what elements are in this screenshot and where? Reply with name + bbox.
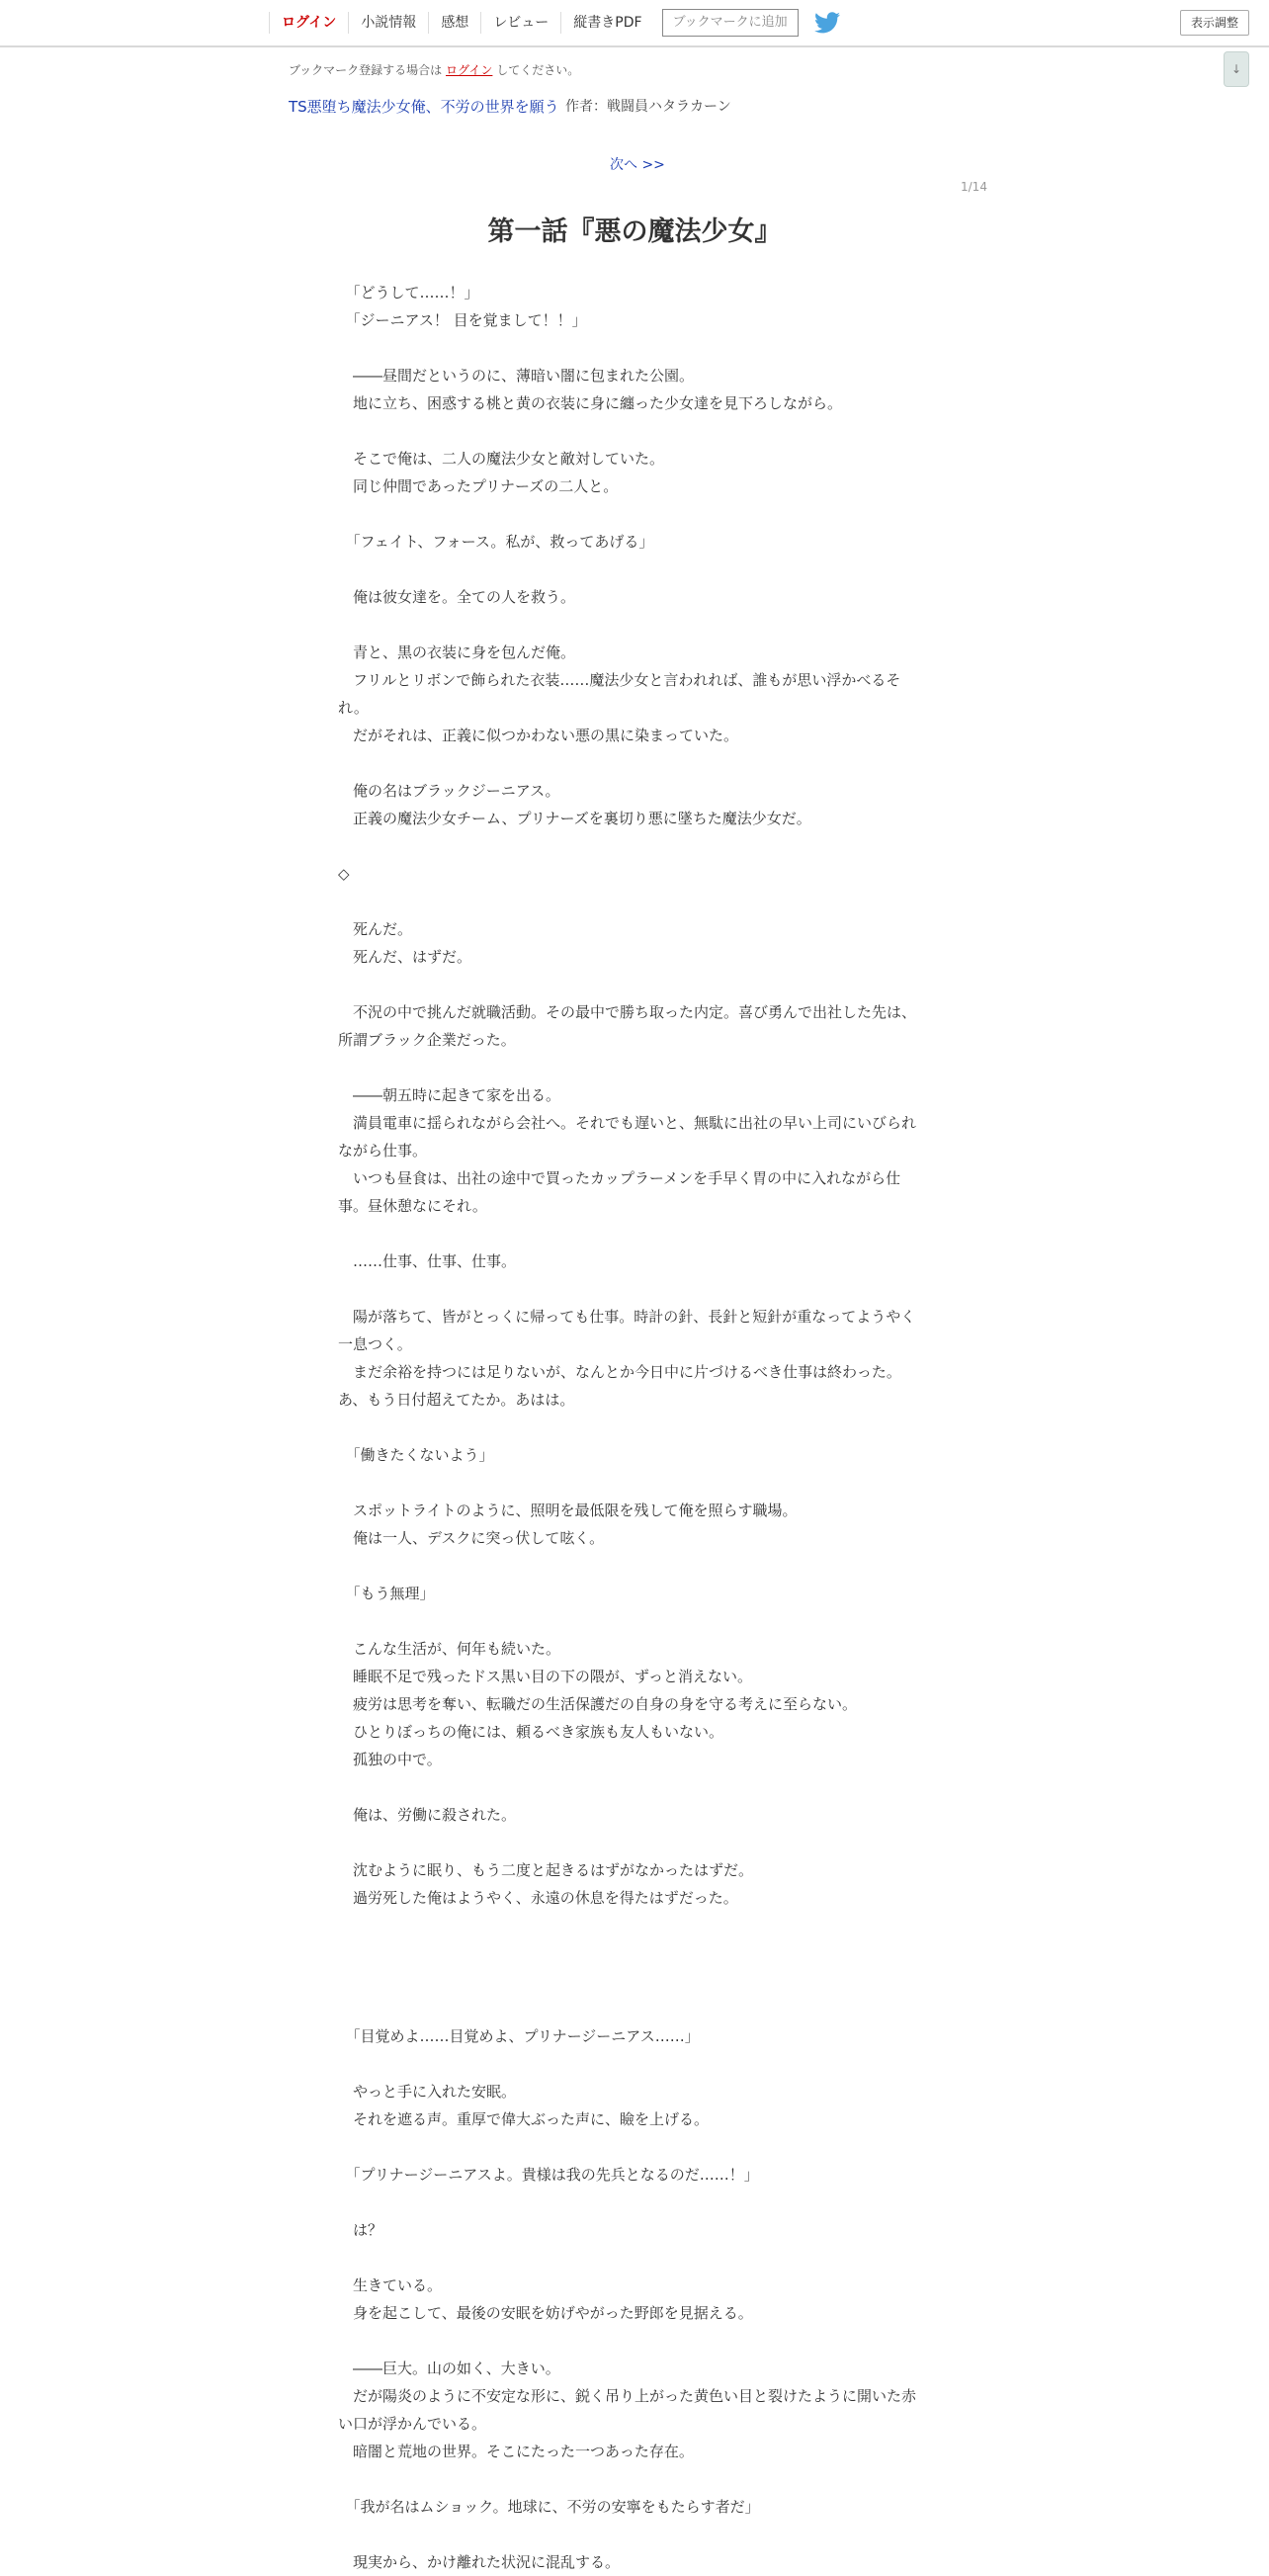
body-line: いつも昼食は、出社の途中で買ったカップラーメンを手早く胃の中に入れながら仕事。昼休憩なにそれ。	[338, 1169, 901, 1215]
novel-body-text	[338, 279, 927, 2576]
body-line	[338, 2050, 927, 2078]
body-line: 疲労は思考を奪い、転職だの生活保護だの自身の身を守る考えに至らない。	[338, 1695, 858, 1713]
body-line	[338, 1469, 927, 1497]
body-line: それを遮る声。重厚で偉大ぶった声に、瞼を上げる。	[338, 2110, 710, 2128]
body-line	[338, 1967, 927, 1995]
global-nav	[269, 0, 840, 45]
body-line: こんな生活が、何年も続いた。	[338, 1640, 561, 1658]
body-line	[338, 2133, 927, 2161]
review-link[interactable]: レビュー	[480, 12, 560, 34]
body-line: 「目覚めよ……目覚めよ、プリナージーニアス……」	[338, 2027, 700, 2045]
body-line: 「フェイト、フォース。私が、救ってあげる」	[338, 533, 654, 551]
body-line	[338, 417, 927, 445]
body-line	[338, 1552, 927, 1580]
body-line: 俺の名はブラックジーニアス。	[338, 782, 560, 800]
body-line: 孤独の中で。	[338, 1751, 442, 1768]
body-line	[338, 1275, 927, 1303]
body-line	[338, 1220, 927, 1247]
body-line: 現実から、かけ離れた状況に混乱する。	[338, 2553, 621, 2571]
body-line: ――朝五時に起きて家を出る。	[338, 1086, 561, 1104]
body-line: 満員電車に揺られながら会社へ。それでも遅いと、無駄に出社の早い上司にいびられながら仕事。	[338, 1114, 917, 1159]
body-line	[338, 1414, 927, 1441]
notice-post: してください。	[496, 63, 580, 77]
body-line: 身を起こして、最後の安眠を妨げやがった野郎を見据える。	[338, 2304, 753, 2322]
novel-info-link[interactable]: 小説情報	[348, 12, 428, 34]
body-line: やっと手に入れた安眠。	[338, 2083, 517, 2101]
body-line: 俺は一人、デスクに突っ伏して呟く。	[338, 1529, 605, 1547]
chapter-title: 第一話『悪の魔法少女』	[487, 216, 782, 247]
bookmark-login-notice	[289, 61, 579, 78]
twitter-bird-icon[interactable]	[814, 12, 840, 34]
body-line: 生きている。	[338, 2276, 443, 2294]
vertical-pdf-link[interactable]: 縦書きPDF	[560, 12, 653, 34]
body-line	[338, 500, 927, 528]
body-line: まだ余裕を持つには足りないが、なんとか今日中に片づけるべき仕事は終わった。あ、もう日付超えてたか。あはは。	[338, 1363, 901, 1409]
body-line: 暗闇と荒地の世界。そこにたった一つあった存在。	[338, 2443, 694, 2460]
body-line	[338, 2244, 927, 2272]
body-line	[338, 1829, 927, 1856]
body-line	[338, 2521, 927, 2548]
body-line: スポットライトのように、照明を最低限を残して俺を照らす職場。	[338, 1502, 798, 1519]
body-line: ひとりぼっちの俺には、頼るべき家族も友人もいない。	[338, 1723, 724, 1741]
body-line: そこで俺は、二人の魔法少女と敵対していた。	[338, 450, 665, 468]
body-line: フリルとリボンで飾られた衣装……魔法少女と言われれば、誰もが思い浮かべるそれ。	[338, 671, 901, 717]
body-line: 地に立ち、困惑する桃と黄の衣装に身に纏った少女達を見下ろしながら。	[338, 394, 843, 412]
body-line: だが陽炎のように不安定な形に、鋭く吊り上がった黄色い目と裂けたように開いた赤い口が浮かんでいる。	[338, 2387, 917, 2433]
body-line: ……仕事、仕事、仕事。	[338, 1252, 517, 1270]
body-line	[338, 1773, 927, 1801]
body-line: 「ジーニアス！ 目を覚まして！！」	[338, 311, 587, 329]
body-line: 「どうして……！」	[338, 284, 479, 301]
page-number: 1/14	[961, 180, 987, 194]
body-line	[338, 888, 927, 915]
body-line: 「プリナージーニアスよ。貴様は我の先兵となるのだ……！」	[338, 2166, 759, 2184]
body-line	[338, 749, 927, 777]
body-line: は？	[338, 2221, 383, 2239]
body-line	[338, 1939, 927, 1967]
body-line	[338, 2327, 927, 2355]
body-line: 正義の魔法少女チーム、プリナーズを裏切り悪に墜ちた魔法少女だ。	[338, 810, 811, 827]
display-settings-button[interactable]: 表示調整	[1180, 10, 1249, 36]
body-line: 睡眠不足で残ったドス黒い目の下の隈が、ずっと消えない。	[338, 1668, 752, 1685]
login-link[interactable]: ログイン	[269, 12, 348, 34]
next-page-link[interactable]: 次へ >>	[610, 157, 665, 173]
arrow-down-icon: ↓	[1230, 62, 1242, 76]
body-line	[338, 556, 927, 583]
body-line	[338, 611, 927, 639]
body-line: 過労死した俺はようやく、永遠の休息を得たはずだった。	[338, 1889, 738, 1907]
body-line: だがそれは、正義に似つかわない悪の黒に染まっていた。	[338, 727, 739, 744]
notice-login-link[interactable]: ログイン	[446, 63, 493, 77]
body-line	[338, 2189, 927, 2216]
top-navigation-bar	[0, 0, 1269, 47]
body-line: ――巨大。山の如く、大きい。	[338, 2360, 560, 2377]
body-line: 陽が落ちて、皆がとっくに帰っても仕事。時計の針、長針と短針が重なってようやく一息つく。	[338, 1308, 916, 1353]
body-line	[338, 1607, 927, 1635]
impressions-link[interactable]: 感想	[428, 12, 480, 34]
body-line: 不況の中で挑んだ就職活動。その最中で勝ち取った内定。喜び勇んで出社した先は、所謂ブラック企業だった。	[338, 1003, 917, 1049]
body-line: 青と、黒の衣装に身を包んだ俺。	[338, 644, 576, 661]
body-line: 俺は、労働に殺された。	[338, 1806, 517, 1824]
notice-pre: ブックマーク登録する場合は	[289, 63, 443, 77]
body-line: 死んだ、はずだ。	[338, 948, 472, 966]
novel-title-link[interactable]: TS悪堕ち魔法少女俺、不労の世界を願う	[289, 98, 559, 116]
body-line: 同じ仲間であったプリナーズの二人と。	[338, 477, 619, 495]
body-line	[338, 334, 927, 362]
scroll-down-button[interactable]	[1224, 51, 1249, 87]
body-line: 俺は彼女達を。全ての人を救う。	[338, 588, 576, 606]
body-line: ◇	[338, 865, 350, 883]
body-line: 死んだ。	[338, 920, 413, 938]
body-line: 沈むように眠り、もう二度と起きるはずがなかったはずだ。	[338, 1861, 754, 1879]
author-name: 作者：戦闘員ハタラカーン	[565, 99, 731, 115]
body-line	[338, 2465, 927, 2493]
body-line	[338, 971, 927, 998]
add-bookmark-button[interactable]: ブックマークに追加	[662, 9, 799, 37]
body-line	[338, 1054, 927, 1081]
body-line: ――昼間だというのに、薄暗い闇に包まれた公園。	[338, 367, 695, 385]
body-line: 「我が名はムショック。地球に、不労の安寧をもたらす者だ」	[338, 2498, 760, 2516]
body-line	[338, 1912, 927, 1939]
body-line	[338, 1995, 927, 2022]
body-line: 「もう無理」	[338, 1585, 435, 1602]
body-line	[338, 832, 927, 860]
body-line: 「働きたくないよう」	[338, 1446, 494, 1464]
